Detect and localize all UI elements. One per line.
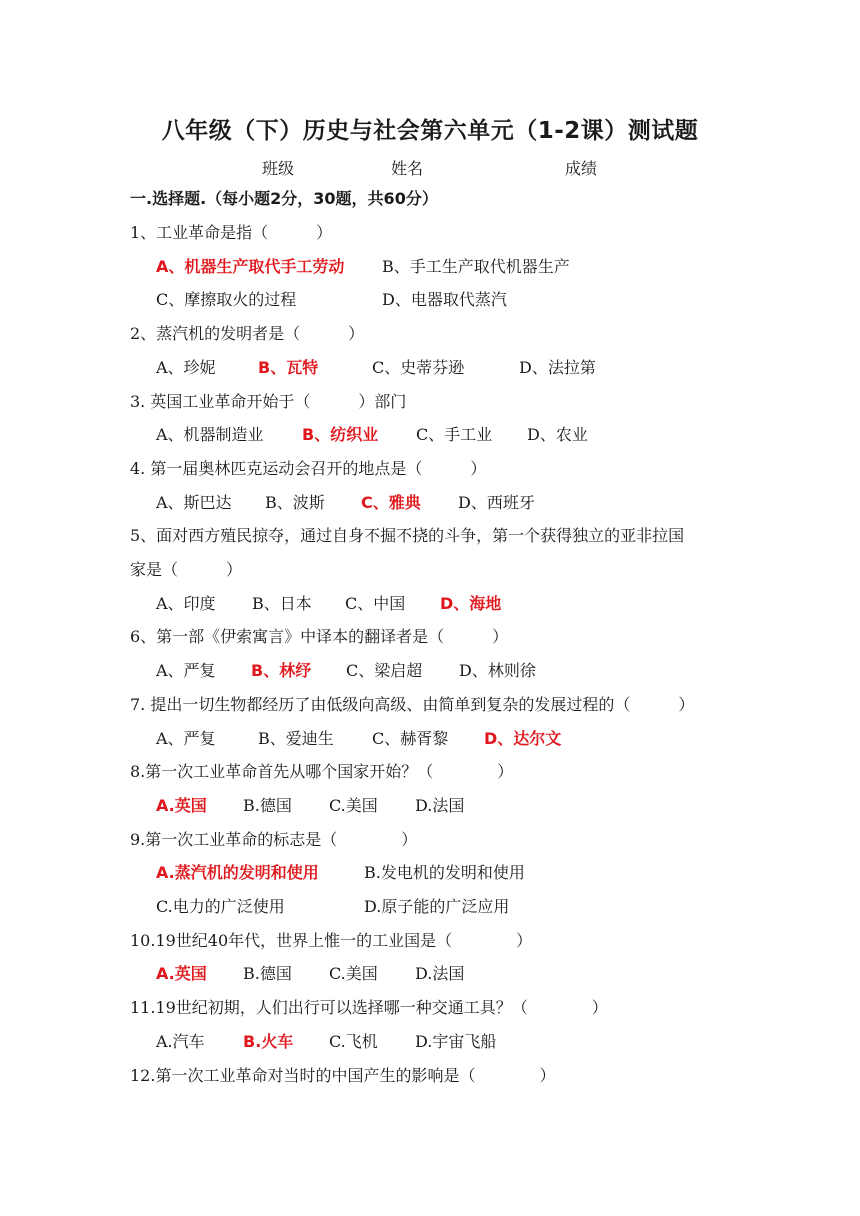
option-correct: D、海地 (440, 593, 502, 613)
question-stem: 7. 提出一切生物都经历了由低级向高级、由简单到复杂的发展过程的（ ） (130, 694, 695, 714)
score-label: 成绩 (565, 159, 598, 178)
question-stem: 4. 第一届奥林匹克运动会召开的地点是（ ） (130, 458, 487, 478)
option: D、电器取代蒸汽 (382, 290, 507, 310)
option: B.德国 (243, 795, 292, 815)
option-correct: A.英国 (156, 795, 207, 815)
option: D、西班牙 (458, 492, 535, 512)
option: B.发电机的发明和使用 (364, 863, 525, 883)
option: D、法拉第 (519, 357, 596, 377)
option: C、梁启超 (346, 661, 423, 681)
option: C、手工业 (416, 425, 493, 445)
option-correct: A.蒸汽机的发明和使用 (156, 863, 319, 883)
option: C.美国 (329, 964, 378, 984)
question-stem: 11.19世纪初期，人们出行可以选择哪一种交通工具？（ ） (130, 998, 608, 1018)
question-stem: 10.19世纪40年代，世界上惟一的工业国是（ ） (130, 930, 533, 950)
option: C、史蒂芬逊 (372, 357, 465, 377)
option: C、赫胥黎 (372, 728, 449, 748)
option: A、严复 (156, 661, 216, 681)
option: C.美国 (329, 795, 378, 815)
option: D.原子能的广泛应用 (364, 897, 510, 916)
option: A、斯巴达 (156, 492, 232, 512)
name-label: 姓名 (391, 159, 424, 178)
option: B.德国 (243, 964, 292, 984)
option-correct: B、纺织业 (302, 425, 379, 445)
option: A、印度 (156, 593, 216, 613)
option: A、严复 (156, 728, 216, 748)
question-stem: 9.第一次工业革命的标志是（ ） (130, 829, 418, 849)
option-correct: B.火车 (243, 1031, 294, 1051)
option: A、珍妮 (156, 357, 216, 377)
option-correct: B、林纾 (251, 661, 312, 681)
option: D.法国 (415, 964, 465, 984)
option-correct: A.英国 (156, 964, 207, 984)
option: D、林则徐 (459, 661, 536, 681)
option: A.汽车 (156, 1031, 205, 1051)
option-correct: C、雅典 (361, 492, 421, 512)
question-stem: 12.第一次工业革命对当时的中国产生的影响是（ ） (130, 1065, 556, 1085)
option-correct: B、瓦特 (258, 357, 319, 377)
class-label: 班级 (262, 159, 295, 178)
question-stem: 3. 英国工业革命开始于（ ）部门 (130, 391, 407, 411)
option: B、爱迪生 (258, 728, 334, 748)
question-stem: 2、蒸汽机的发明者是（ ） (130, 324, 365, 344)
question-stem: 5、面对西方殖民掠夺，通过自身不掘不挠的斗争，第一个获得独立的亚非拉国 (130, 526, 685, 546)
option: B、手工生产取代机器生产 (382, 256, 570, 276)
option-correct: D、达尔文 (484, 728, 562, 748)
option: C.飞机 (329, 1031, 378, 1051)
option: A、机器制造业 (156, 425, 264, 445)
question-stem-continued: 家是（ ） (130, 560, 243, 579)
section-heading: 一.选择题.（每小题2分，30题，共60分） (130, 189, 438, 208)
option: D.法国 (415, 795, 465, 815)
option: D、农业 (527, 425, 588, 445)
option: B、波斯 (265, 492, 325, 512)
exam-title: 八年级（下）历史与社会第六单元（1-2课）测试题 (161, 118, 699, 144)
question-stem: 1、工业革命是指（ ） (130, 223, 333, 242)
option: B、日本 (252, 593, 312, 613)
question-stem: 8.第一次工业革命首先从哪个国家开始？（ ） (130, 762, 514, 782)
option: D.宇宙飞船 (415, 1031, 497, 1051)
option: C.电力的广泛使用 (156, 897, 285, 916)
option-correct: A、机器生产取代手工劳动 (156, 256, 345, 276)
question-stem: 6、第一部《伊索寓言》中译本的翻译者是（ ） (130, 627, 509, 647)
option: C、中国 (345, 593, 406, 613)
option: C、摩擦取火的过程 (156, 290, 297, 310)
